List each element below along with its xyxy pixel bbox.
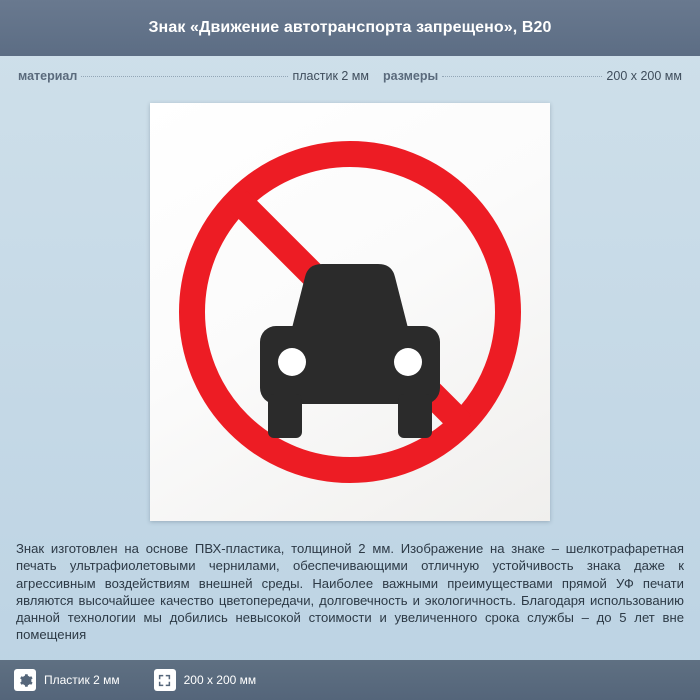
footer-size-label: 200 x 200 мм [183, 673, 257, 687]
footer-size [154, 669, 257, 691]
footer-bar [0, 660, 700, 700]
gear-icon [14, 669, 36, 691]
spec-material-dots [81, 76, 288, 77]
page-title: Знак «Движение автотранспорта запрещено», B20 [148, 19, 552, 36]
footer-material-label: Пластик 2 мм [44, 673, 120, 687]
spec-material-label: материал [18, 69, 78, 83]
description-text: Знак изготовлен на основе ПВХ-пластика, толщиной 2 мм. Изображение на знаке – шелкотрафаретная печать ультрафиолетовыми чернилами, обеспечивающими отличную устойчивость знака даже к агрессивным воздействиям внешней среды. Наиболее важными преимуществами прямой УФ печати являются высочайшее качество цветопередачи, долговечность и экологичность. Благодаря использованию данной технологии мы добились невысокой стоимости и увеличенного срока службы – до 5 лет вне помещения [16, 541, 684, 643]
sign-card [150, 103, 550, 521]
spec-size [383, 69, 682, 83]
footer-material [14, 669, 120, 691]
spec-size-label: размеры [383, 69, 439, 83]
spec-size-value: 200 x 200 мм [606, 69, 682, 83]
sign-image-area [0, 96, 700, 528]
spec-material-value: пластик 2 мм [292, 69, 369, 83]
spec-bar [0, 56, 700, 96]
spec-material [18, 69, 369, 83]
no-motor-vehicles-sign [174, 136, 526, 488]
resize-icon [154, 669, 176, 691]
spec-size-dots [442, 76, 602, 77]
header-bar [0, 0, 700, 56]
